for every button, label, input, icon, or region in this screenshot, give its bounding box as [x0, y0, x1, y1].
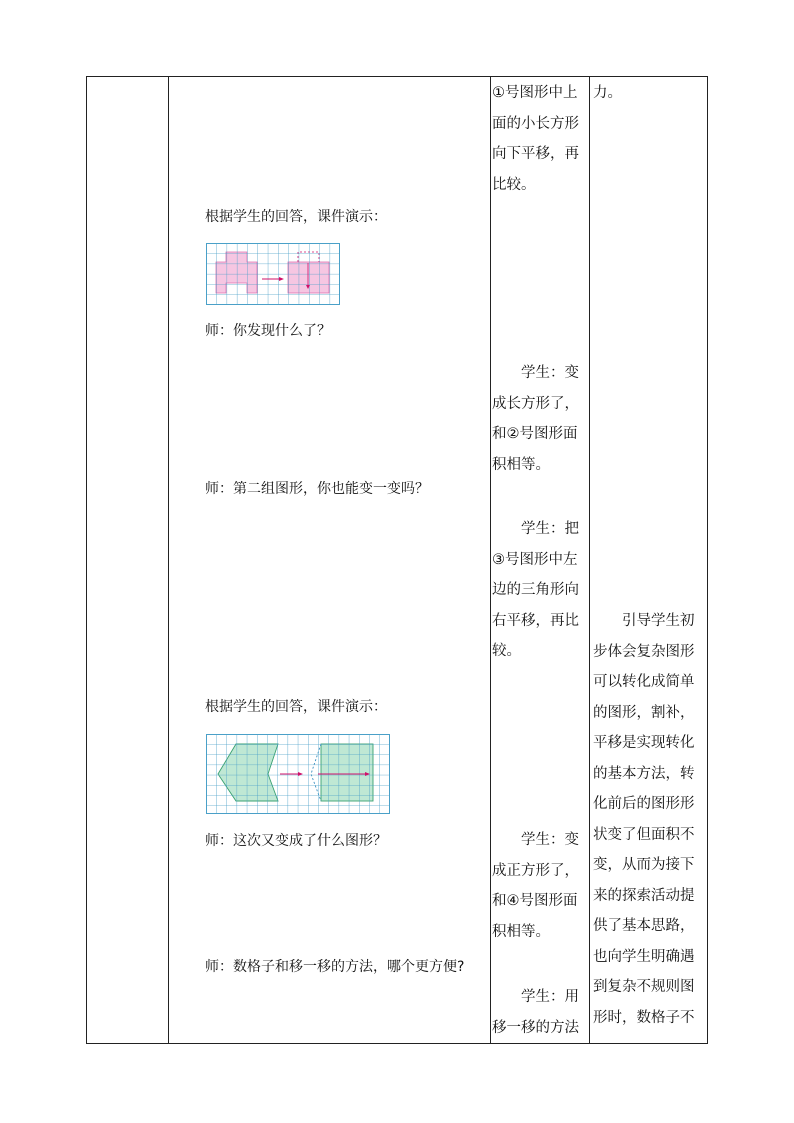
courseware-note-2: 根据学生的回答，课件演示： — [205, 699, 387, 715]
column-divider — [168, 77, 169, 1043]
design-intent-1: 力。 — [593, 85, 622, 101]
student-response-2: 学生：变 成长方形了， 和②号图形面 积相等。 — [492, 365, 579, 473]
column-divider — [490, 77, 491, 1043]
column-divider — [589, 77, 590, 1043]
student-response-5: 学生：用 移一移的方法 — [492, 989, 579, 1036]
student-response-4: 学生：变 成正方形了， 和④号图形面 积相等。 — [492, 832, 579, 940]
teacher-question-3: 师：这次又变成了什么图形？ — [205, 833, 387, 849]
student-response-3: 学生：把 ③号图形中左 边的三角形向 右平移，再比 较。 — [492, 521, 579, 659]
teacher-question-1: 师：你发现什么了？ — [205, 323, 331, 339]
teacher-question-2: 师：第二组图形，你也能变一变吗？ — [205, 481, 429, 497]
pink-translation-figure — [206, 243, 340, 305]
courseware-note-1: 根据学生的回答，课件演示： — [205, 209, 387, 225]
green-translation-figure — [206, 734, 390, 814]
teacher-question-4: 师：数格子和移一移的方法，哪个更方便? — [205, 959, 465, 975]
design-intent-2: 引导学生初 步体会复杂图形 可以转化成简单 的图形，割补， 平移是实现转化 的基本方法，转 化前后的图形形 状变了但面积不 变，从而为接下 来的探索活动提 供了基本思路， 也向学生明确遇 到复杂不规则图 形时，数格子不 — [593, 613, 695, 1026]
student-response-1: ①号图形中上 面的小长方形 向下平移，再 比较。 — [492, 85, 579, 193]
